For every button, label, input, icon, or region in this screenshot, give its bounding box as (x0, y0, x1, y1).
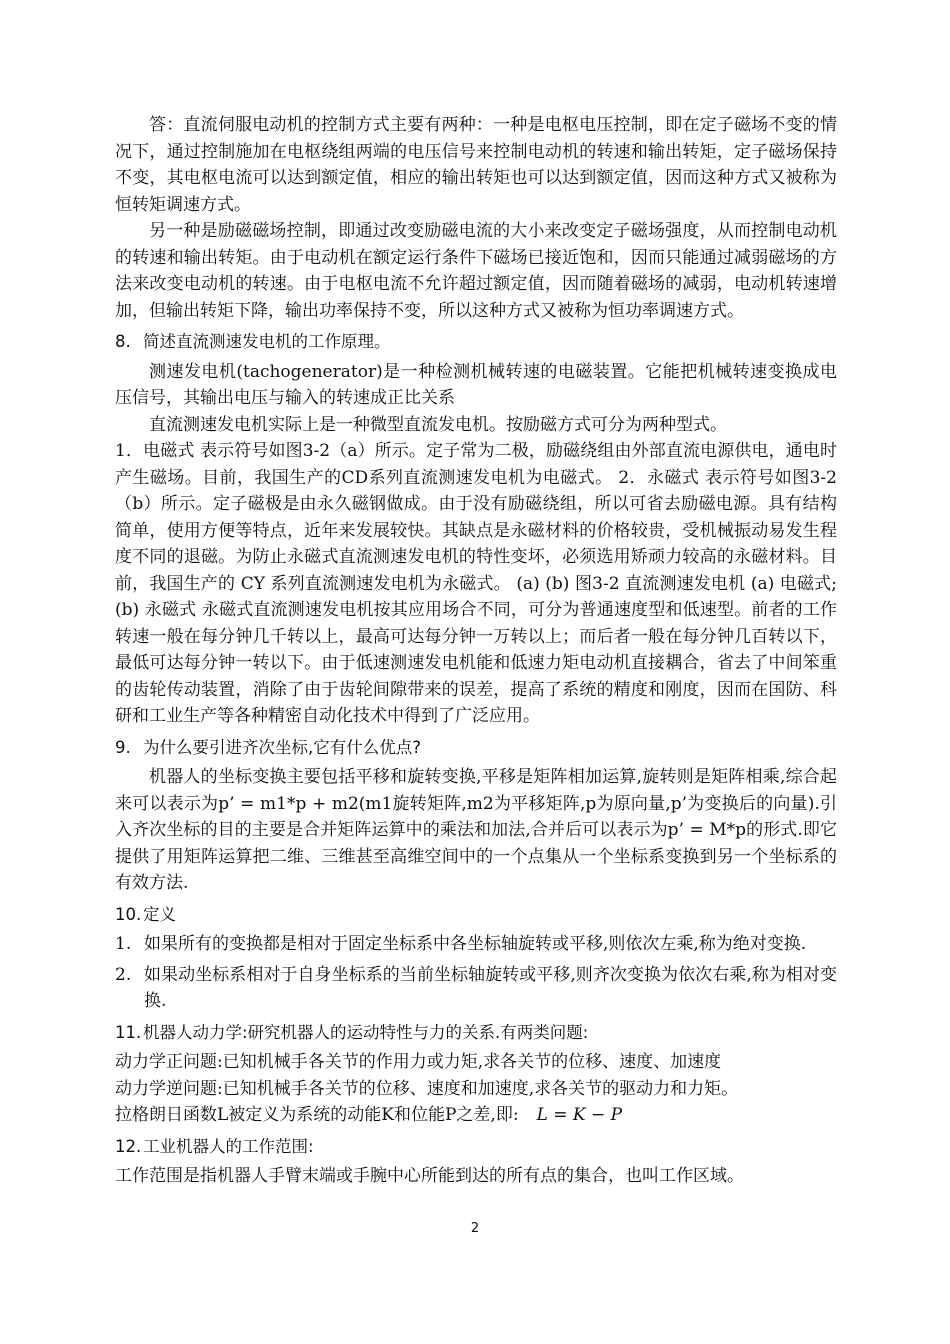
section-10-heading (115, 902, 837, 929)
section-12-paragraph: 工作范围是指机器人手臂末端或手腕中心所能到达的所有点的集合，也叫工作区域。 (115, 1166, 744, 1186)
section-9-paragraph: 机器人的坐标变换主要包括平移和旋转变换,平移是矩阵相加运算,旋转则是矩阵相乘,综合起来可以表示为p’ = m1*p + m2(m1旋转矩阵,m2为平移矩阵,p为原向量,p’为变换后的向量).引入齐次坐标的目的主要是合并矩阵运算中的乘法和加法,合并后可以表示为p’ = M*p的形式.即它提供了用矩阵运算把二维、三维甚至高维空间中的一个点集从一个坐标系变换到另一个坐标系的有效方法. (115, 767, 837, 893)
section-11-line-forward: 动力学正问题:已知机械手各关节的作用力或力矩,求各关节的位移、速度、加速度 (115, 1052, 722, 1072)
section-11-line-lagrange (115, 1102, 837, 1129)
section-11-number: 11. (115, 1022, 142, 1042)
lagrange-formula: L = K − P (536, 1105, 623, 1125)
page-number: 2 (470, 1221, 480, 1236)
section-8-paragraph-3: 1．电磁式 表示符号如图3-2（a）所示。定子常为二极，励磁绕组由外部直流电源供电，通电时产生磁场。目前，我国生产的CD系列直流测速发电机为电磁式。 2．永磁式 表示符号如图3-2（b）所示。定子磁极是由永久磁钢做成。由于没有励磁绕组，所以可省去励磁电源。具有结构简单，使用方便等特点，近年来发展较快。其缺点是永磁材料的价格较贵，受机械振动易发生程度不同的退磁。为防止永磁式直流测速发电机的特性变坏，必须选用矫顽力较高的永磁材料。目前，我国生产的 CY 系列直流测速发电机为永磁式。 (a) (b) 图3-2 直流测速发电机 (a) 电磁式; (b) 永磁式 永磁式直流测速发电机按其应用场合不同，可分为普通速度型和低速型。前者的工作转速一般在每分钟几千转以上，最高可达每分钟一万转以上；而后者一般在每分钟几百转以下，最低可达每分钟一转以下。由于低速测速发电机能和低速力矩电动机直接耦合，省去了中间笨重的齿轮传动装置，消除了由于齿轮间隙带来的误差，提高了系统的精度和刚度，因而在国防、科研和工业生产等各种精密自动化技术中得到了广泛应用。 (115, 441, 837, 726)
list-item (115, 962, 837, 1015)
section-9-title: 为什么要引进齐次坐标,它有什么优点? (143, 737, 422, 757)
section-10-title: 定义 (143, 904, 176, 924)
section-8-heading (115, 329, 837, 356)
section-12-title: 工业机器人的工作范围: (143, 1136, 314, 1156)
section-8-paragraph-1: 测速发电机(tachogenerator)是一种检测机械转速的电磁装置。它能把机械转速变换成电压信号，其输出电压与输入的转速成正比关系 (115, 361, 837, 408)
section-11-title: 机器人动力学:研究机器人的运动特性与力的关系.有两类问题: (143, 1022, 589, 1042)
answer-paragraph-armature-control: 答：直流伺服电动机的控制方式主要有两种：一种是电枢电压控制，即在定子磁场不变的情况下，通过控制施加在电枢绕组两端的电压信号来控制电动机的转速和输出转矩，定子磁场保持不变，其电枢电流可以达到额定值，相应的输出转矩也可以达到额定值，因而这种方式又被称为恒转矩调速方式。 (115, 115, 837, 215)
page-content (115, 112, 837, 1190)
list-item-text: 如果动坐标系相对于自身坐标系的当前坐标轴旋转或平移,则齐次变换为依次右乘,称为相对变换. (144, 964, 837, 1011)
list-marker: 2. (115, 964, 132, 985)
section-9-number: 9. (115, 737, 131, 757)
lagrange-text: 拉格朗日函数L被定义为系统的动能K和位能P之差,即: (115, 1105, 519, 1125)
section-8-title: 简述直流测速发电机的工作原理。 (143, 332, 391, 351)
section-8-number: 8. (115, 332, 131, 351)
list-item-text: 如果所有的变换都是相对于固定坐标系中各坐标轴旋转或平移,则依次左乘,称为绝对变换. (144, 934, 807, 954)
section-12-number: 12. (115, 1136, 142, 1156)
section-11-heading (115, 1020, 837, 1047)
section-9-heading (115, 735, 837, 762)
section-10-number: 10. (115, 904, 142, 924)
list-item (115, 931, 837, 958)
section-12-heading (115, 1134, 837, 1161)
section-8-paragraph-2: 直流测速发电机实际上是一种微型直流发电机。按励磁方式可分为两种型式。 (149, 414, 727, 435)
list-marker: 1. (115, 934, 132, 954)
answer-paragraph-field-control: 另一种是励磁磁场控制，即通过改变励磁电流的大小来改变定子磁场强度，从而控制电动机的转速和输出转矩。由于电动机在额定运行条件下磁场已接近饱和，因而只能通过减弱磁场的方法来改变电动机的转速。由于电枢电流不允许超过额定值，因而随着磁场的减弱，电动机转速增加，但输出转矩下降，输出功率保持不变，所以这种方式又被称为恒功率调速方式。 (115, 221, 837, 321)
section-11-line-inverse: 动力学逆问题:已知机械手各关节的位移、速度和加速度,求各关节的驱动力和力矩。 (115, 1078, 739, 1099)
